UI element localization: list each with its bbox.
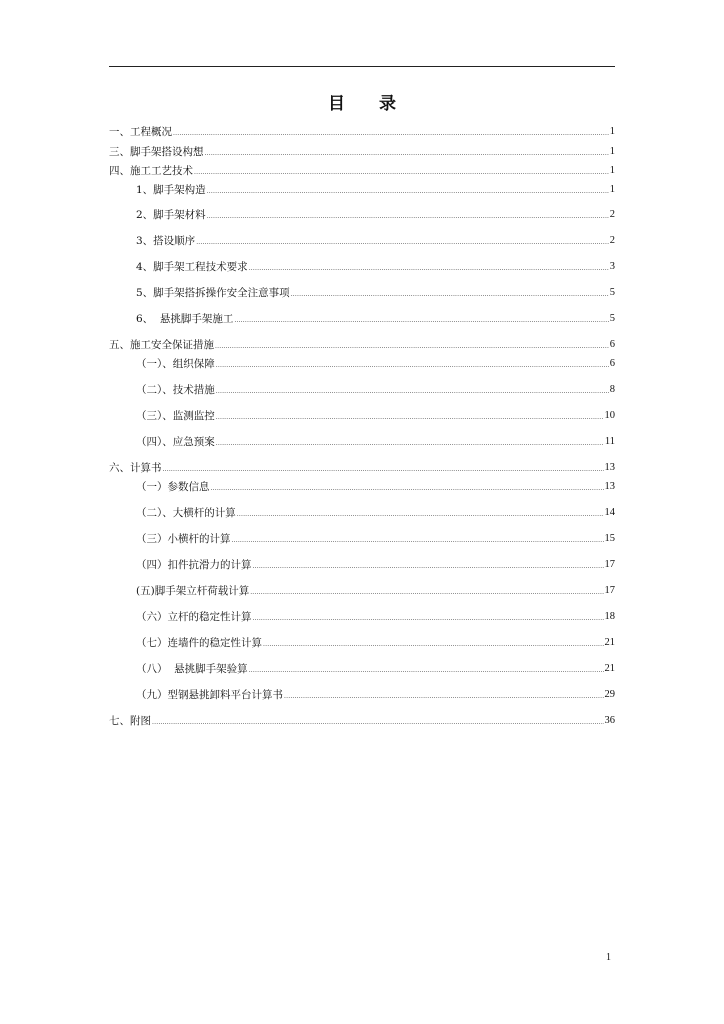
toc-entry-page: 2 bbox=[609, 209, 615, 220]
toc-entry-page: 21 bbox=[604, 663, 615, 674]
toc-entry-page: 21 bbox=[604, 637, 615, 648]
dot-leader bbox=[163, 460, 604, 476]
toc-entry-label: 五、施工安全保证措施 bbox=[109, 339, 214, 351]
dot-leader bbox=[211, 479, 604, 495]
toc-entry[interactable] bbox=[109, 460, 615, 476]
toc-entry-page: 8 bbox=[609, 384, 615, 395]
dot-leader bbox=[216, 434, 604, 450]
toc-entry-label: 6、 悬挑脚手架施工 bbox=[136, 313, 234, 325]
dot-leader bbox=[263, 635, 604, 651]
toc-entry[interactable] bbox=[136, 182, 615, 198]
toc-entry-label: （二）、技术措施 bbox=[136, 384, 215, 396]
dot-leader bbox=[237, 505, 604, 521]
toc-entry-page: 2 bbox=[609, 235, 615, 246]
dot-leader bbox=[216, 382, 609, 398]
toc-entry-label: （一）、组织保障 bbox=[136, 358, 215, 370]
toc-entry[interactable] bbox=[136, 311, 615, 327]
dot-leader bbox=[249, 259, 609, 275]
toc-entry-label: 四、施工工艺技术 bbox=[109, 165, 193, 177]
dot-leader bbox=[250, 583, 603, 599]
page-number: 1 bbox=[606, 952, 611, 963]
dot-leader bbox=[173, 124, 609, 140]
toc-entry-label: (五)脚手架立杆荷载计算 bbox=[136, 585, 250, 597]
dot-leader bbox=[291, 285, 609, 301]
toc-entry-page: 29 bbox=[604, 689, 615, 700]
toc-entry-page: 5 bbox=[609, 287, 615, 298]
toc-entry-label: （三）小横杆的计算 bbox=[136, 533, 231, 545]
toc-entry-page: 15 bbox=[604, 533, 615, 544]
toc-entry-label: （三）、监测监控 bbox=[136, 410, 215, 422]
toc-entry-label: 三、脚手架搭设构想 bbox=[109, 146, 204, 158]
toc-entry-label: 5、脚手架搭拆操作安全注意事项 bbox=[136, 287, 290, 299]
toc-entry-label: 六、计算书 bbox=[109, 462, 162, 474]
dot-leader bbox=[207, 207, 609, 223]
dot-leader bbox=[216, 356, 609, 372]
toc-entry[interactable] bbox=[136, 505, 615, 521]
toc-entry-page: 13 bbox=[604, 481, 615, 492]
header-rule bbox=[109, 66, 615, 67]
toc-entry-page: 6 bbox=[609, 339, 615, 350]
toc-entry-label: 3、搭设顺序 bbox=[136, 235, 196, 247]
toc-entry[interactable] bbox=[136, 479, 615, 495]
toc-entry[interactable] bbox=[109, 144, 615, 160]
toc-entry-page: 1 bbox=[609, 126, 615, 137]
toc-entry-label: （六）立杆的稳定性计算 bbox=[136, 611, 252, 623]
toc-entry-label: （四）扣件抗滑力的计算 bbox=[136, 559, 252, 571]
dot-leader bbox=[253, 557, 604, 573]
toc-entry[interactable] bbox=[136, 259, 615, 275]
toc-entry-page: 3 bbox=[609, 261, 615, 272]
toc-entry-label: （一）参数信息 bbox=[136, 481, 210, 493]
toc-entry-page: 11 bbox=[604, 436, 615, 447]
toc-entry-page: 17 bbox=[604, 585, 615, 596]
toc-entry-label: （二）、大横杆的计算 bbox=[136, 507, 236, 519]
toc-entry[interactable] bbox=[136, 609, 615, 625]
toc-entry[interactable] bbox=[136, 408, 615, 424]
toc-entry[interactable] bbox=[136, 207, 615, 223]
toc-entry-label: 4、脚手架工程技术要求 bbox=[136, 261, 248, 273]
toc-entry[interactable] bbox=[109, 124, 615, 140]
toc-entry-label: 2、脚手架材料 bbox=[136, 209, 206, 221]
dot-leader bbox=[216, 408, 604, 424]
toc-entry[interactable] bbox=[136, 661, 615, 677]
toc-entry[interactable] bbox=[136, 285, 615, 301]
page-title: 目 录 bbox=[328, 94, 410, 114]
dot-leader bbox=[249, 661, 604, 677]
toc-entry-page: 6 bbox=[609, 358, 615, 369]
toc-entry[interactable] bbox=[109, 163, 615, 179]
toc-entry-label: （九）型钢悬挑卸料平台计算书 bbox=[136, 689, 283, 701]
toc-entry[interactable] bbox=[136, 583, 615, 599]
dot-leader bbox=[152, 713, 604, 729]
dot-leader bbox=[196, 233, 609, 249]
toc-entry-label: 一、工程概况 bbox=[109, 126, 172, 138]
dot-leader bbox=[284, 687, 604, 703]
toc-entry[interactable] bbox=[136, 635, 615, 651]
toc-entry-page: 14 bbox=[604, 507, 615, 518]
toc-entry-label: （四）、应急预案 bbox=[136, 436, 215, 448]
toc-entry[interactable] bbox=[136, 531, 615, 547]
toc-entry-page: 36 bbox=[604, 715, 615, 726]
dot-leader bbox=[194, 163, 609, 179]
toc-entry-label: （七）连墙件的稳定性计算 bbox=[136, 637, 262, 649]
toc-entry[interactable] bbox=[136, 356, 615, 372]
toc-entry-page: 5 bbox=[609, 313, 615, 324]
dot-leader bbox=[215, 337, 609, 353]
toc-entry-page: 1 bbox=[609, 165, 615, 176]
toc-entry[interactable] bbox=[136, 557, 615, 573]
toc-entry[interactable] bbox=[136, 687, 615, 703]
toc-entry-label: 七、附图 bbox=[109, 715, 151, 727]
dot-leader bbox=[234, 311, 608, 327]
toc-entry[interactable] bbox=[109, 713, 615, 729]
toc-entry[interactable] bbox=[136, 382, 615, 398]
dot-leader bbox=[207, 182, 609, 198]
toc-entry[interactable] bbox=[136, 233, 615, 249]
toc-entry-page: 13 bbox=[604, 462, 615, 473]
dot-leader bbox=[232, 531, 604, 547]
dot-leader bbox=[205, 144, 609, 160]
toc-entry-page: 1 bbox=[609, 146, 615, 157]
toc-entry-label: （八） 悬挑脚手架验算 bbox=[136, 663, 248, 675]
dot-leader bbox=[253, 609, 604, 625]
toc-entry-page: 1 bbox=[609, 184, 615, 195]
toc-entry-page: 17 bbox=[604, 559, 615, 570]
toc-entry[interactable] bbox=[136, 434, 615, 450]
toc-entry-label: 1、脚手架构造 bbox=[136, 184, 206, 196]
toc-entry-page: 18 bbox=[604, 611, 615, 622]
toc-entry-page: 10 bbox=[604, 410, 615, 421]
toc-entry[interactable] bbox=[109, 337, 615, 353]
